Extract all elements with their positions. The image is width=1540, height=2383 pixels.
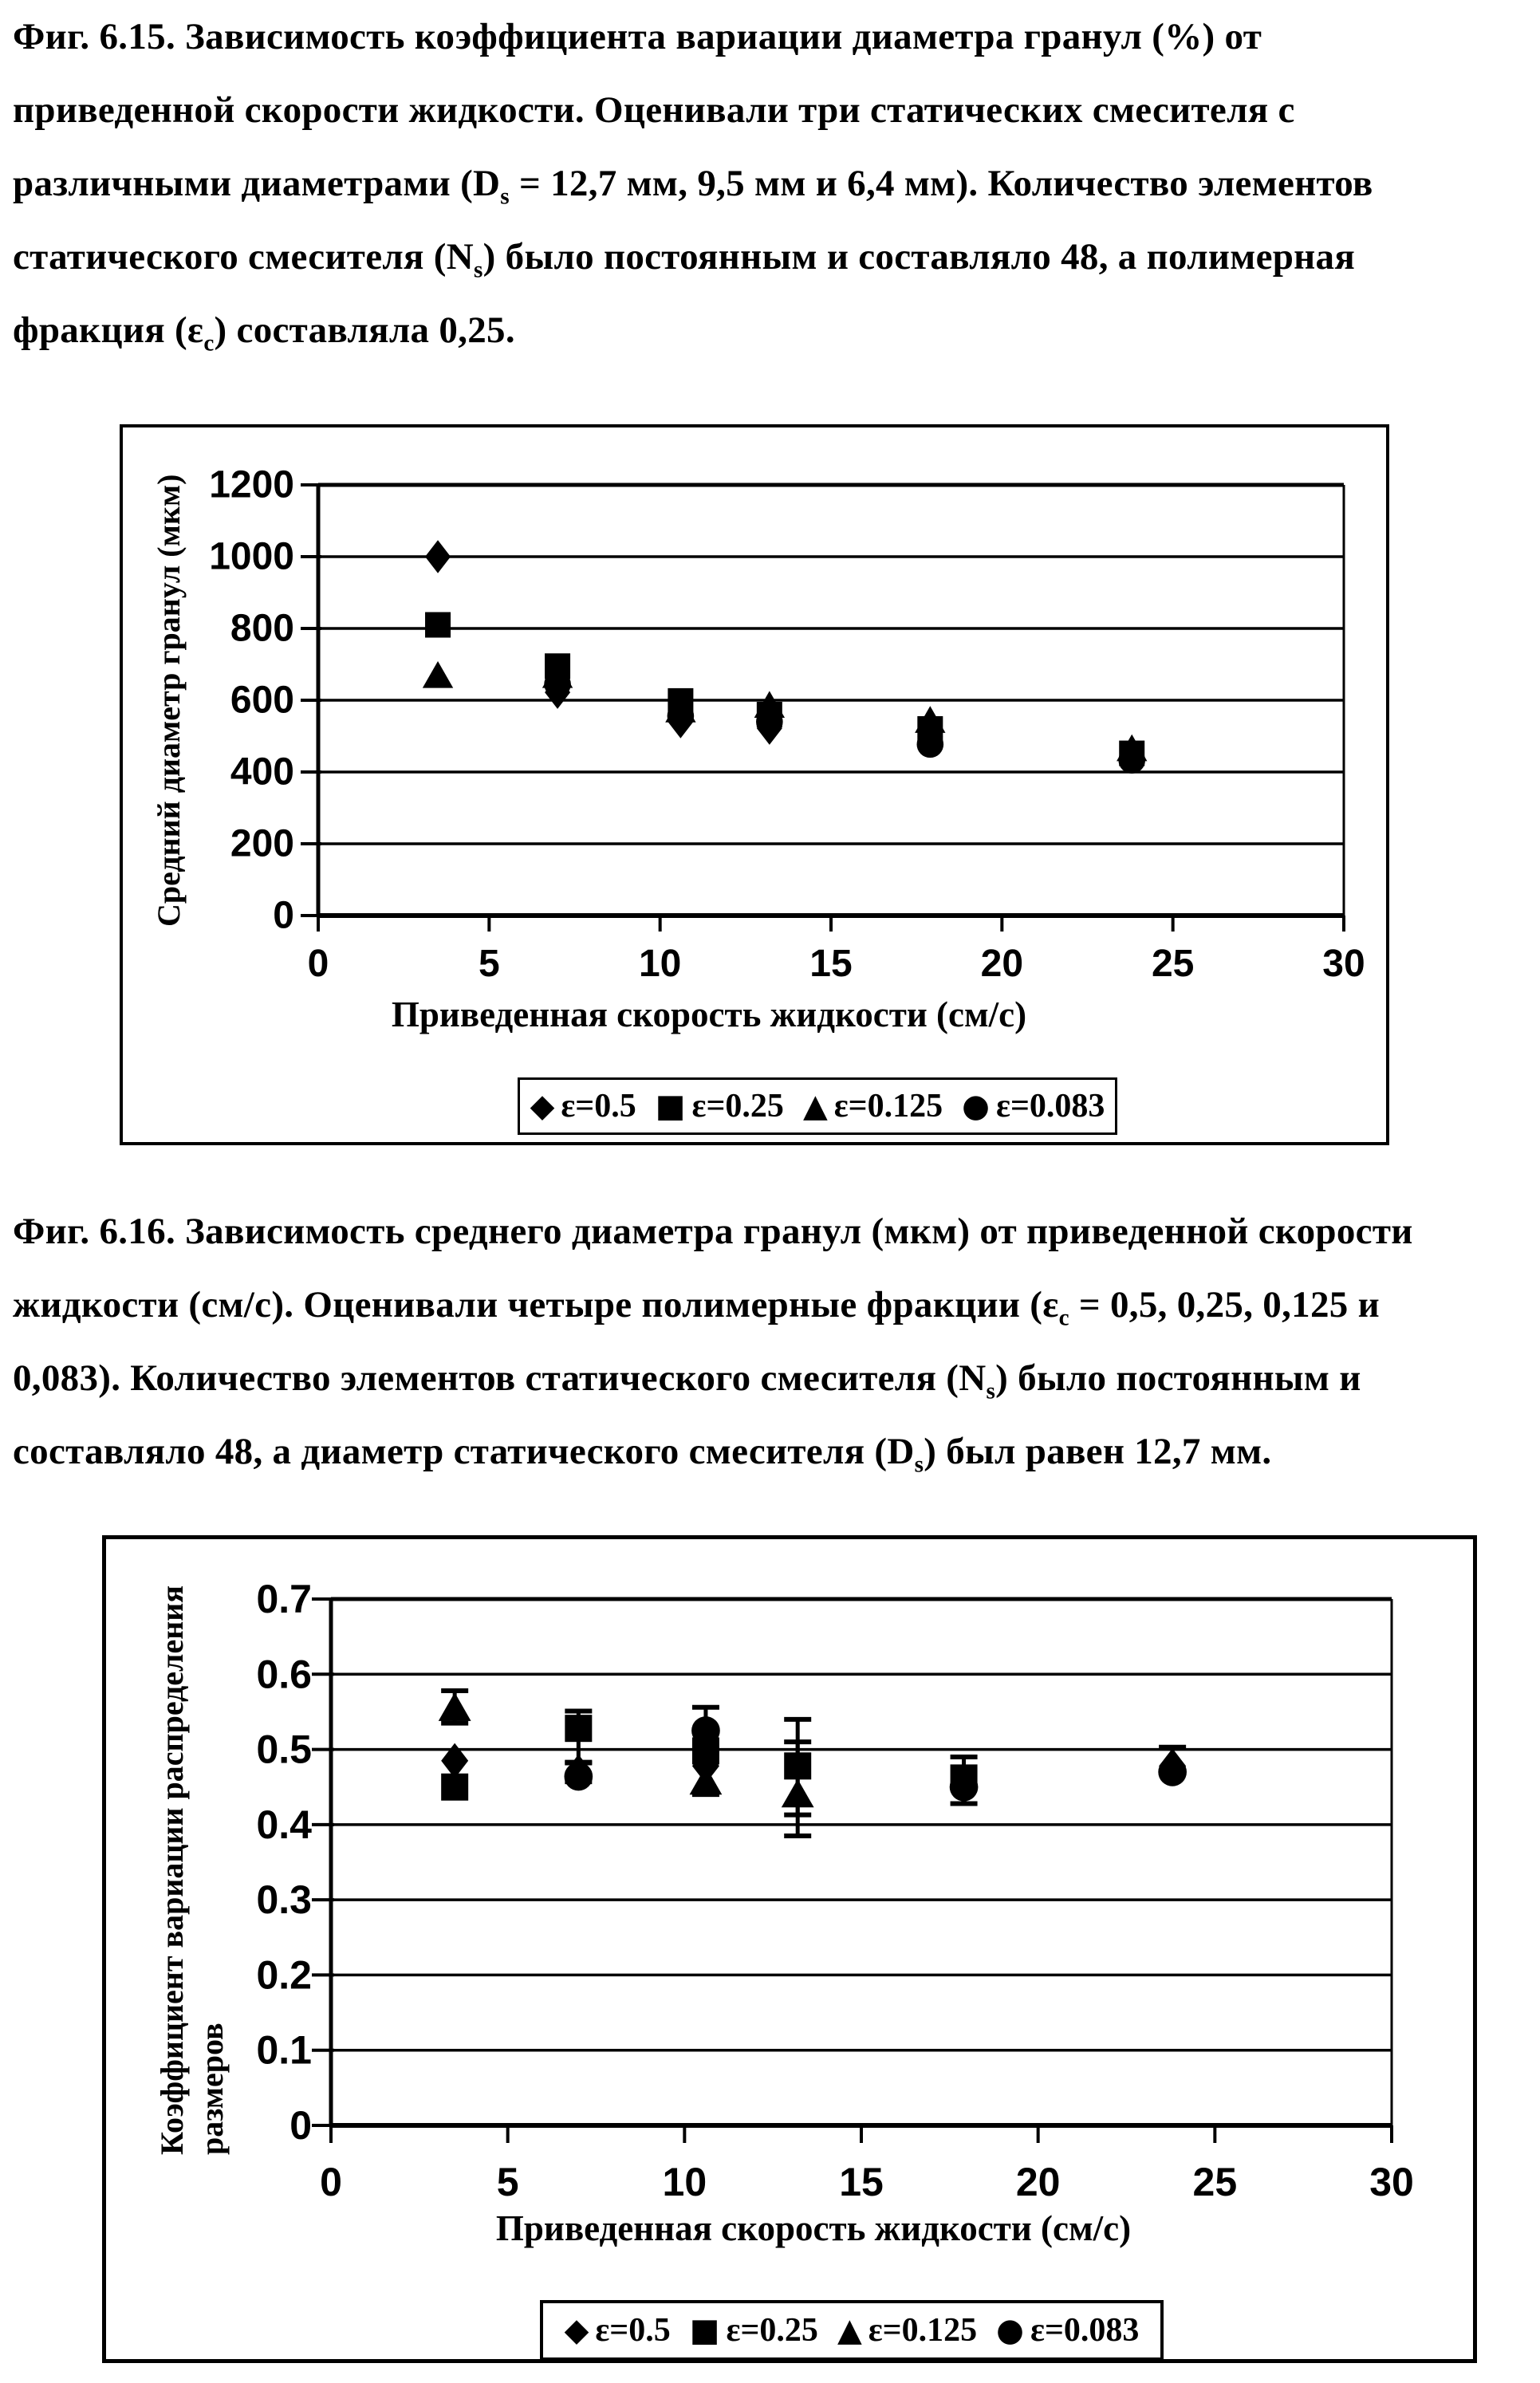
svg-text:0: 0: [273, 894, 294, 937]
caption-line: Фиг. 6.15. Зависимость коэффициента вариации диаметра гранул (%) от: [13, 16, 1262, 57]
svg-text:25: 25: [1192, 2160, 1238, 2204]
svg-text:0.6: 0.6: [256, 1652, 312, 1697]
y-axis-title: [152, 1585, 232, 2155]
legend-label: ε=0.25: [726, 2312, 818, 2349]
svg-text:1000: 1000: [209, 535, 294, 578]
legend-item: [837, 2311, 977, 2350]
caption-line: Фиг. 6.16. Зависимость среднего диаметра гранул (мкм) от приведенной скорости: [13, 1211, 1413, 1252]
svg-text:400: 400: [230, 750, 294, 794]
figure-6-16-chart: [102, 1535, 1477, 2363]
svg-text:0.2: 0.2: [256, 1952, 312, 1998]
legend-item: [690, 2311, 818, 2350]
legend-item: [530, 1087, 636, 1125]
svg-text:5: 5: [496, 2160, 519, 2204]
svg-text:800: 800: [230, 607, 294, 650]
svg-text:0.7: 0.7: [256, 1577, 312, 1621]
svg-text:0.3: 0.3: [256, 1877, 312, 1923]
y-axis-title-line: размеров: [194, 2023, 230, 2155]
legend-label: ε=0.083: [996, 1088, 1105, 1125]
x-axis-title: Приведенная скорость жидкости (см/с): [495, 2208, 1132, 2248]
figure-6-16-caption: [13, 1195, 1534, 1488]
triangle-marker-icon: ▲: [802, 1088, 828, 1125]
svg-text:20: 20: [980, 943, 1024, 985]
legend-item: [996, 2311, 1139, 2350]
svg-text:1200: 1200: [209, 463, 294, 506]
y-axis-title-line: Коэффициент вариации распределения: [154, 1585, 190, 2155]
caption-line: фракция $(\varepsilon_c)$ составляла 0,25.: [13, 309, 515, 356]
square-marker-icon: ■: [655, 1088, 686, 1125]
svg-text:25: 25: [1151, 943, 1195, 985]
legend-item: [803, 1087, 943, 1125]
legend-label: ε=0.125: [833, 1088, 943, 1125]
legend-item: [565, 2311, 671, 2350]
svg-text:20: 20: [1015, 2160, 1061, 2204]
legend-item: [962, 1087, 1105, 1125]
legend: [540, 2300, 1164, 2361]
caption-line: жидкости (см/с). Оценивали четыре полимерные фракции ($\varepsilon_c = 0,5$, 0,25, 0,125 и: [13, 1284, 1380, 1331]
legend-label: ε=0.25: [691, 1088, 784, 1125]
legend-label: ε=0.083: [1030, 2312, 1140, 2349]
svg-text:15: 15: [839, 2160, 884, 2204]
legend: [518, 1077, 1117, 1135]
legend-label: ε=0.5: [561, 1088, 636, 1125]
svg-text:0: 0: [289, 2103, 312, 2148]
svg-text:15: 15: [809, 943, 853, 985]
svg-text:10: 10: [638, 943, 682, 985]
y-axis-title: Средний диаметр гранул (мкм): [151, 474, 187, 927]
caption-line: составляло 48, а диаметр статического смесителя $(D_s)$ был равен 12,7 мм.: [13, 1431, 1272, 1478]
triangle-marker-icon: ▲: [837, 2312, 862, 2349]
circle-marker-icon: ●: [962, 1088, 990, 1125]
svg-text:0.4: 0.4: [256, 1802, 312, 1847]
legend-item: [656, 1087, 784, 1125]
x-axis-title: Приведенная скорость жидкости (см/с): [391, 995, 1027, 1034]
svg-text:5: 5: [478, 943, 500, 985]
svg-text:0.1: 0.1: [256, 2027, 312, 2073]
caption-line: статического смесителя $(N_s)$ было постоянным и составляло 48, а полимерная: [13, 236, 1356, 283]
figure-6-15-caption: [13, 0, 1534, 367]
svg-text:600: 600: [230, 679, 294, 722]
legend-label: ε=0.5: [595, 2312, 671, 2349]
caption-line: 0,083). Количество элементов статического смесителя $(N_s)$ было постоянным и: [13, 1357, 1361, 1404]
svg-text:30: 30: [1322, 943, 1365, 985]
svg-text:0.5: 0.5: [256, 1727, 312, 1772]
svg-text:0: 0: [307, 943, 329, 985]
legend-label: ε=0.125: [868, 2312, 978, 2349]
circle-marker-icon: ●: [996, 2312, 1024, 2349]
svg-text:30: 30: [1369, 2160, 1414, 2204]
diamond-marker-icon: ◆: [564, 2312, 589, 2349]
square-marker-icon: ■: [689, 2312, 720, 2349]
caption-line: приведенной скорости жидкости. Оценивали три статических смесителя с: [13, 89, 1295, 131]
figure-6-15-chart: [120, 424, 1389, 1145]
diamond-marker-icon: ◆: [530, 1088, 555, 1125]
svg-text:0: 0: [320, 2160, 342, 2204]
caption-line: различными диаметрами ($D_s = 12,7$ мм, 9,5 мм и 6,4 мм). Количество элементов: [13, 163, 1373, 210]
svg-text:10: 10: [662, 2160, 707, 2204]
svg-text:200: 200: [230, 822, 294, 865]
